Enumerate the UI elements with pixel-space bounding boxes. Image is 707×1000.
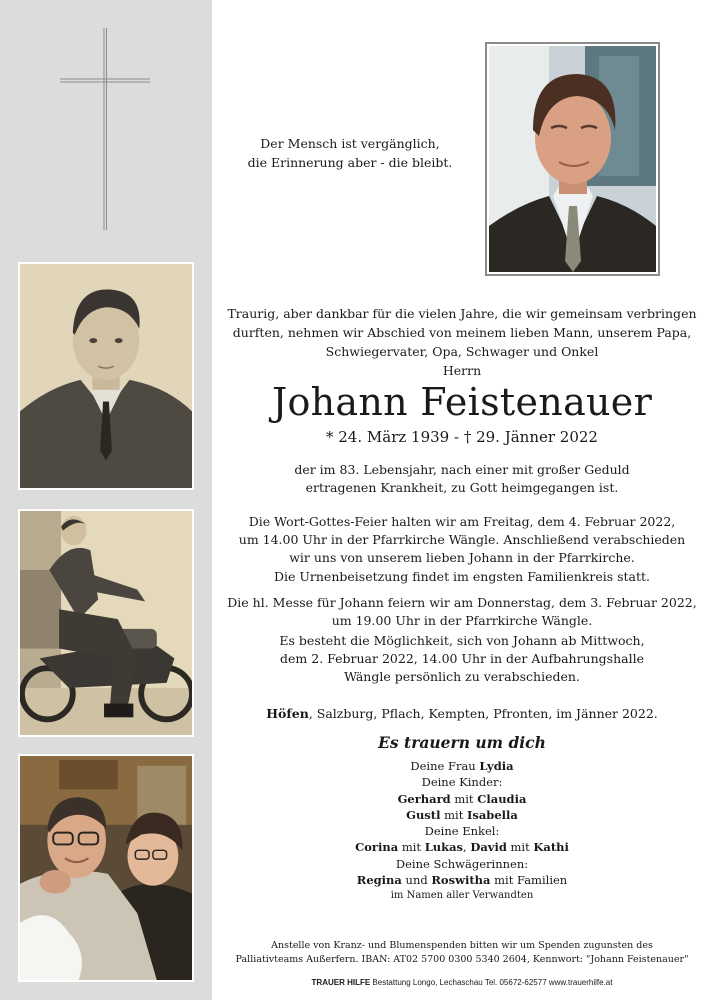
portrait-photo	[485, 42, 660, 276]
relatives-line: im Namen aller Verwandten	[390, 890, 534, 902]
photo-motorcycle	[18, 509, 194, 737]
intro-line: durften, nehmen wir Abschied von meinem lieben Mann, unserem Papa,	[232, 325, 692, 340]
children-label: Deine Kinder:	[421, 775, 503, 790]
service-line: um 14.00 Uhr in der Pfarrkirche Wängle. Anschließend verabschieden	[238, 532, 686, 547]
mourner-child: Gerhard mit Claudia	[397, 791, 527, 806]
life-dates: * 24. März 1939 - † 29. Jänner 2022	[326, 428, 598, 446]
motto-line: Der Mensch ist vergänglich,	[260, 136, 440, 151]
grandchildren-label: Deine Enkel:	[424, 824, 500, 839]
places-date-line	[222, 706, 702, 721]
footer-brand: TRAUER HILFE	[311, 978, 371, 987]
left-sidebar	[0, 0, 212, 1000]
age-text	[222, 461, 702, 497]
service-text	[222, 513, 702, 567]
mourner-grandchildren: Corina mit Lukas, David mit Kathi	[355, 840, 569, 855]
intro-text	[222, 304, 702, 361]
salutation: Herrn	[442, 363, 482, 378]
mourner-in-laws: Regina und Roswitha mit Familien	[356, 873, 568, 888]
in-laws-label: Deine Schwägerinnen:	[395, 856, 529, 871]
mourner-child: Gustl mit Isabella	[406, 807, 518, 822]
farewell-text	[222, 632, 702, 686]
mass-line: Die hl. Messe für Johann feiern wir am Donnerstag, dem 3. Februar 2022,	[227, 595, 697, 610]
mourning-heading: Es trauern um dich	[378, 733, 546, 752]
donation-line: Palliativteams Außerfern. IBAN: AT02 5700 0300 5340 2604, Kennwort: "Johann Feistenauer"	[235, 954, 689, 965]
motto-line: die Erinnerung aber - die bleibt.	[247, 155, 453, 170]
mourners-list	[222, 758, 702, 905]
cross-icon	[58, 26, 152, 232]
service-line: wir uns von unserem lieben Johann in der Pfarrkirche.	[289, 550, 635, 565]
mass-line: um 19.00 Uhr in der Pfarrkirche Wängle.	[331, 613, 593, 628]
photo-young-portrait	[18, 262, 194, 490]
age-line: der im 83. Lebensjahr, nach einer mit großer Geduld	[294, 462, 630, 477]
farewell-line: Wängle persönlich zu verabschieden.	[344, 669, 580, 684]
mass-text	[222, 594, 702, 630]
motto-quote	[228, 134, 472, 172]
urn-burial-text: Die Urnenbeisetzung findet im engsten Familienkreis statt.	[273, 569, 651, 584]
farewell-line: Es besteht die Möglichkeit, sich von Johann ab Mittwoch,	[279, 633, 645, 648]
intro-line: Traurig, aber dankbar für die vielen Jahre, die wir gemeinsam verbringen	[227, 306, 697, 321]
age-line: ertragenen Krankheit, zu Gott heimgegangen ist.	[305, 480, 619, 495]
farewell-line: dem 2. Februar 2022, 14.00 Uhr in der Aufbahrungshalle	[280, 651, 644, 666]
funeral-home-footer	[222, 978, 702, 987]
intro-line: Schwiegervater, Opa, Schwager und Onkel	[325, 344, 599, 359]
service-line: Die Wort-Gottes-Feier halten wir am Freitag, dem 4. Februar 2022,	[248, 514, 676, 529]
footer-text: Bestattung Longo, Lechaschau Tel. 05672-62577 www.trauerhilfe.at	[370, 978, 613, 987]
photo-couple	[18, 754, 194, 982]
donation-line: Anstelle von Kranz- und Blumenspenden bitten wir um Spenden zugunsten des	[271, 940, 653, 951]
donation-note	[222, 939, 702, 967]
deceased-name: Johann Feistenauer	[271, 380, 653, 424]
places-rest: , Salzburg, Pflach, Kempten, Pfronten, im Jänner 2022.	[308, 706, 658, 721]
mourner-wife: Deine Frau Lydia	[410, 759, 514, 773]
place-hofen: Höfen	[266, 706, 309, 721]
